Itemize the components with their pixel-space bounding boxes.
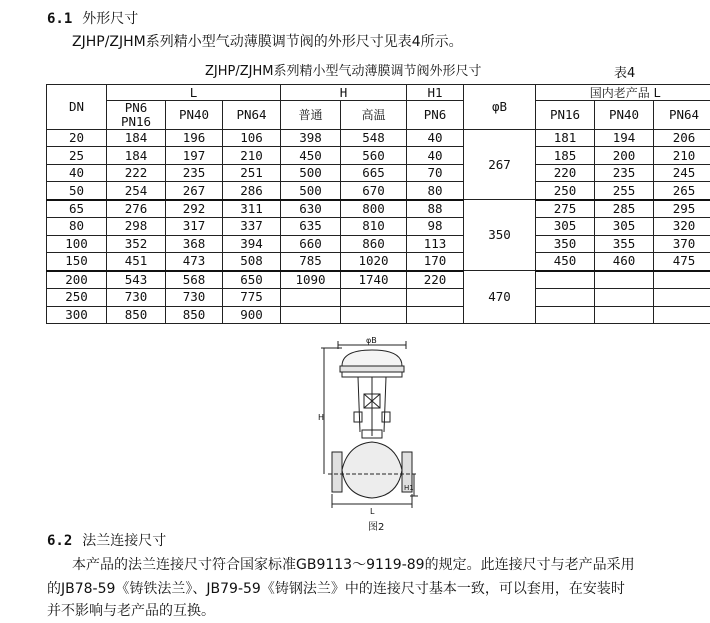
cell-l-pn64: 311 [223,200,281,218]
positioner-right [382,412,390,422]
cell-l-pn64: 394 [223,235,281,252]
label-h: H [318,413,325,422]
cell-l-pn6-pn16: 184 [107,130,166,147]
flange-left [332,452,342,492]
cell-old-pn64: 206 [654,130,710,147]
header-l-pn6-pn16: PN6 PN16 [107,101,166,130]
section-number: 6.1 [47,11,73,27]
cell-l-pn64: 775 [223,289,281,306]
cell-old-pn64: 475 [654,253,710,271]
cell-h1 [407,289,464,306]
section-6-2-line-1: 本产品的法兰连接尺寸符合国家标准GB9113～9119-89的规定。此连接尺寸与老产品采用 [72,557,635,573]
cell-old-pn16: 185 [536,147,595,164]
yoke-left [358,377,360,432]
positioner-left [354,412,362,422]
cell-l-pn64: 286 [223,182,281,200]
cell-old-pn40: 305 [595,218,654,235]
label-h1: H1 [404,484,414,492]
cell-l-pn64: 337 [223,218,281,235]
cell-old-pn16: 181 [536,130,595,147]
cell-l-pn6-pn16: 730 [107,289,166,306]
table-row [47,147,710,164]
cell-old-pn16 [536,289,595,306]
cell-l-pn40: 317 [166,218,223,235]
cell-old-pn64: 245 [654,164,710,181]
header-l: L [107,85,281,101]
cell-h-high-temp [341,289,407,306]
cell-h1: 70 [407,164,464,181]
cell-h1: 220 [407,271,464,289]
cell-old-pn16: 250 [536,182,595,200]
cell-h-high-temp: 670 [341,182,407,200]
cell-old-pn40 [595,289,654,306]
cell-h-normal [281,306,341,324]
section-6-1-intro: ZJHP/ZJHM系列精小型气动薄膜调节阀的外形尺寸见表4所示。 [72,34,463,50]
actuator-lower-ring [342,372,402,377]
figure-caption: 图2 [368,522,385,533]
cell-h-normal: 785 [281,253,341,271]
header-phib: φB [464,85,536,130]
cell-old-pn64: 295 [654,200,710,218]
cell-l-pn6-pn16: 543 [107,271,166,289]
cell-l-pn40: 197 [166,147,223,164]
cell-l-pn64: 251 [223,164,281,181]
cell-l-pn64: 900 [223,306,281,324]
cell-old-pn16: 275 [536,200,595,218]
cell-dn: 300 [47,306,107,324]
table-row [47,253,710,271]
yoke-right [384,377,386,432]
cell-l-pn40: 196 [166,130,223,147]
cell-h1: 170 [407,253,464,271]
cell-old-pn40: 355 [595,235,654,252]
cell-old-pn40 [595,306,654,324]
cell-l-pn40: 568 [166,271,223,289]
cell-h-normal: 660 [281,235,341,252]
cell-l-pn6-pn16: 352 [107,235,166,252]
cell-h-normal: 635 [281,218,341,235]
cell-l-pn6-pn16: 850 [107,306,166,324]
cell-h-high-temp: 665 [341,164,407,181]
cell-h1: 40 [407,147,464,164]
header-h1-pn6: PN6 [407,101,464,130]
table-row [47,235,710,252]
cell-l-pn6-pn16: 276 [107,200,166,218]
cell-phib: 470 [464,271,536,324]
cell-old-pn16: 450 [536,253,595,271]
actuator-dome [342,350,402,366]
cell-h1: 88 [407,200,464,218]
header-h: H [281,85,407,101]
header-row-1 [47,85,710,101]
header-old-product: 国内老产品 L [536,85,710,101]
cell-h-normal [281,289,341,306]
table-row [47,182,710,200]
label-phib: φB [366,336,377,345]
cell-l-pn40: 730 [166,289,223,306]
cell-l-pn6-pn16: 222 [107,164,166,181]
section-title: 外形尺寸 [82,11,139,27]
cell-h-normal: 450 [281,147,341,164]
cell-dn: 40 [47,164,107,181]
cell-l-pn6-pn16: 298 [107,218,166,235]
header-old-pn40: PN40 [595,101,654,130]
table-row [47,218,710,235]
header-h-high-temp: 高温 [341,101,407,130]
cell-phib: 267 [464,130,536,200]
cell-old-pn40: 200 [595,147,654,164]
cell-h-high-temp: 810 [341,218,407,235]
table-row [47,289,710,306]
cell-dn: 80 [47,218,107,235]
dimension-table [46,84,710,324]
cell-dn: 65 [47,200,107,218]
section-6-2-heading [47,530,166,550]
cell-old-pn16 [536,271,595,289]
cell-l-pn64: 210 [223,147,281,164]
cell-dn: 150 [47,253,107,271]
table-row [47,271,710,289]
cell-h1 [407,306,464,324]
cell-l-pn40: 235 [166,164,223,181]
cell-l-pn64: 106 [223,130,281,147]
cell-l-pn6-pn16: 451 [107,253,166,271]
cell-l-pn40: 473 [166,253,223,271]
table-row [47,164,710,181]
cell-old-pn64 [654,289,710,306]
cell-old-pn64 [654,271,710,289]
header-l-pn64: PN64 [223,101,281,130]
cell-h-high-temp [341,306,407,324]
header-h-normal: 普通 [281,101,341,130]
cell-old-pn64: 210 [654,147,710,164]
cell-dn: 20 [47,130,107,147]
cell-l-pn64: 508 [223,253,281,271]
cell-h-high-temp: 1740 [341,271,407,289]
table-row [47,306,710,324]
table-row [47,130,710,147]
cell-h1: 98 [407,218,464,235]
cell-h-normal: 500 [281,164,341,181]
cell-h-normal: 500 [281,182,341,200]
cell-old-pn40 [595,271,654,289]
valve-body [342,442,402,498]
header-row-2 [47,101,710,130]
header-l-pn40: PN40 [166,101,223,130]
table-body [47,130,710,324]
cell-l-pn40: 368 [166,235,223,252]
valve-outline-figure [318,336,418,518]
cell-l-pn6-pn16: 184 [107,147,166,164]
cell-l-pn40: 267 [166,182,223,200]
cell-h-high-temp: 560 [341,147,407,164]
cell-old-pn40: 235 [595,164,654,181]
cell-old-pn64 [654,306,710,324]
cell-h-high-temp: 1020 [341,253,407,271]
header-old-pn16: PN16 [536,101,595,130]
table-row [47,200,710,218]
cell-old-pn16: 305 [536,218,595,235]
cell-h-normal: 398 [281,130,341,147]
cell-h-normal: 1090 [281,271,341,289]
cell-old-pn16: 220 [536,164,595,181]
cell-old-pn16 [536,306,595,324]
cell-dn: 25 [47,147,107,164]
header-old-pn64: PN64 [654,101,710,130]
cell-old-pn16: 350 [536,235,595,252]
cell-l-pn6-pn16: 254 [107,182,166,200]
label-l: L [370,507,375,516]
cell-dn: 50 [47,182,107,200]
cell-h1: 113 [407,235,464,252]
cell-h1: 80 [407,182,464,200]
header-dn: DN [47,85,107,130]
cell-old-pn40: 194 [595,130,654,147]
cell-h-high-temp: 548 [341,130,407,147]
cell-h1: 40 [407,130,464,147]
cell-h-high-temp: 800 [341,200,407,218]
section-6-1-heading [47,8,138,28]
header-h1: H1 [407,85,464,101]
cell-dn: 200 [47,271,107,289]
cell-old-pn64: 320 [654,218,710,235]
cell-phib: 350 [464,200,536,271]
cell-old-pn40: 460 [595,253,654,271]
cell-old-pn40: 255 [595,182,654,200]
table-title: ZJHP/ZJHM系列精小型气动薄膜调节阀外形尺寸 [205,64,482,79]
actuator-flange [340,366,404,372]
table-label: 表4 [614,66,636,81]
cell-l-pn40: 292 [166,200,223,218]
cell-old-pn64: 265 [654,182,710,200]
cell-l-pn40: 850 [166,306,223,324]
section-title: 法兰连接尺寸 [82,533,167,549]
cell-old-pn64: 370 [654,235,710,252]
section-6-2-line-3: 并不影响与老产品的互换。 [47,603,215,619]
section-6-2-line-2: 的JB78-59《铸铁法兰》、JB79-59《铸钢法兰》中的连接尺寸基本一致，可以套用，在安装时 [47,581,625,597]
cell-h-normal: 630 [281,200,341,218]
cell-h-high-temp: 860 [341,235,407,252]
cell-dn: 250 [47,289,107,306]
cell-dn: 100 [47,235,107,252]
cell-old-pn40: 285 [595,200,654,218]
cell-l-pn64: 650 [223,271,281,289]
section-number: 6.2 [47,533,73,549]
